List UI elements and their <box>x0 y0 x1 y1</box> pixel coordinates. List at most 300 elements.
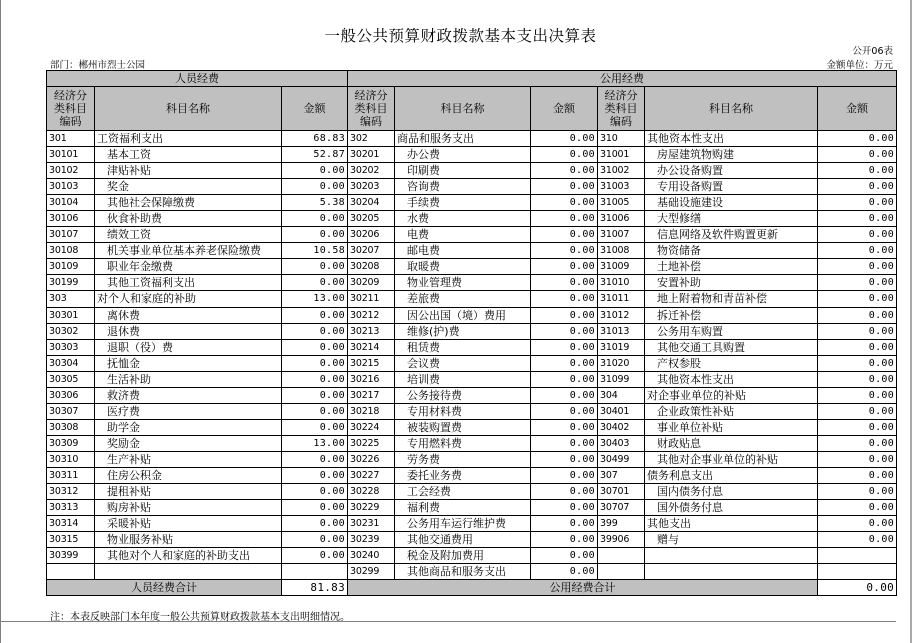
row-amount-cell: 0.00 <box>818 131 897 147</box>
row-code-cell: 31006 <box>598 211 645 227</box>
row-amount-cell: 0.00 <box>282 516 348 532</box>
row-name-cell: 工资福利支出 <box>95 131 282 147</box>
row-name-cell: 福利费 <box>395 500 531 516</box>
row-name-cell: 劳务费 <box>395 451 531 467</box>
table-row <box>47 227 897 243</box>
row-code-cell: 30225 <box>348 435 395 451</box>
row-code-cell: 30205 <box>348 211 395 227</box>
table-row <box>47 291 897 307</box>
row-code-cell: 30207 <box>348 243 395 259</box>
row-name-cell: 办公设备购置 <box>645 163 818 179</box>
row-amount-cell: 0.00 <box>818 227 897 243</box>
row-code-cell: 30213 <box>348 323 395 339</box>
row-code-cell: 30309 <box>47 435 95 451</box>
row-name-cell: 专用设备购置 <box>645 179 818 195</box>
row-name-cell <box>645 548 818 564</box>
row-amount-cell: 0.00 <box>531 179 598 195</box>
row-code-cell: 30199 <box>47 275 95 291</box>
row-code-cell: 30299 <box>348 564 395 580</box>
row-amount-cell: 0.00 <box>818 419 897 435</box>
row-name-cell: 基本工资 <box>95 147 282 163</box>
row-name-cell: 职业年金缴费 <box>95 259 282 275</box>
row-amount-cell: 0.00 <box>818 307 897 323</box>
row-name-cell: 专用材料费 <box>395 403 531 419</box>
table-row <box>47 548 897 564</box>
row-code-cell: 30313 <box>47 500 95 516</box>
row-name-cell: 对企事业单位的补贴 <box>645 387 818 403</box>
table-row <box>47 403 897 419</box>
row-name-cell: 债务利息支出 <box>645 467 818 483</box>
row-amount-cell: 0.00 <box>531 275 598 291</box>
row-code-cell: 30104 <box>47 195 95 211</box>
row-amount-cell: 0.00 <box>818 259 897 275</box>
row-amount-cell: 0.00 <box>818 371 897 387</box>
row-code-cell: 30227 <box>348 467 395 483</box>
row-amount-cell: 0.00 <box>531 307 598 323</box>
row-code-cell: 30304 <box>47 355 95 371</box>
table-row <box>47 435 897 451</box>
row-amount-cell: 0.00 <box>818 451 897 467</box>
table-row <box>47 564 897 580</box>
row-amount-cell: 0.00 <box>818 532 897 548</box>
row-code-cell: 31003 <box>598 179 645 195</box>
table-row <box>47 387 897 403</box>
row-code-cell: 30307 <box>47 403 95 419</box>
row-name-cell: 公务接待费 <box>395 387 531 403</box>
row-amount-cell: 13.00 <box>282 435 348 451</box>
row-name-cell: 奖金 <box>95 179 282 195</box>
footnote: 注：本表反映部门本年度一般公共预算财政拨款基本支出明细情况。 <box>50 612 350 623</box>
row-name-cell: 会议费 <box>395 355 531 371</box>
row-code-cell: 303 <box>47 291 95 307</box>
row-amount-cell: 0.00 <box>818 195 897 211</box>
row-amount-cell: 0.00 <box>531 323 598 339</box>
expenditure-table <box>46 70 897 596</box>
row-amount-cell: 0.00 <box>818 275 897 291</box>
row-code-cell: 30218 <box>348 403 395 419</box>
row-amount-cell: 0.00 <box>818 179 897 195</box>
row-amount-cell: 0.00 <box>282 387 348 403</box>
table-row <box>47 484 897 500</box>
left-border-line <box>0 0 1 643</box>
row-name-cell: 伙食补助费 <box>95 211 282 227</box>
row-code-cell: 30226 <box>348 451 395 467</box>
col-amount-header: 金额 <box>282 87 348 131</box>
row-name-cell: 基础设施建设 <box>645 195 818 211</box>
col-name-header: 科目名称 <box>645 87 818 131</box>
row-name-cell <box>645 564 818 580</box>
row-code-cell: 30303 <box>47 339 95 355</box>
unit-label: 金额单位：万元 <box>826 60 893 71</box>
row-amount-cell: 0.00 <box>282 323 348 339</box>
row-code-cell: 30211 <box>348 291 395 307</box>
row-amount-cell: 0.00 <box>531 131 598 147</box>
row-name-cell: 对个人和家庭的补助 <box>95 291 282 307</box>
row-code-cell: 30402 <box>598 419 645 435</box>
row-code-cell: 31013 <box>598 323 645 339</box>
row-amount-cell: 0.00 <box>531 467 598 483</box>
row-name-cell: 邮电费 <box>395 243 531 259</box>
row-name-cell: 采暖补贴 <box>95 516 282 532</box>
row-amount-cell: 5.38 <box>282 195 348 211</box>
row-code-cell: 31009 <box>598 259 645 275</box>
row-amount-cell <box>282 564 348 580</box>
row-name-cell: 咨询费 <box>395 179 531 195</box>
row-code-cell: 30217 <box>348 387 395 403</box>
table-row <box>47 211 897 227</box>
col-code-header: 经济分类科目编码 <box>47 87 95 131</box>
row-code-cell: 30308 <box>47 419 95 435</box>
row-name-cell: 安置补助 <box>645 275 818 291</box>
row-code-cell <box>598 548 645 564</box>
row-amount-cell: 0.00 <box>282 419 348 435</box>
row-name-cell: 因公出国（境）费用 <box>395 307 531 323</box>
row-name-cell: 拆迁补偿 <box>645 307 818 323</box>
row-code-cell: 30108 <box>47 243 95 259</box>
form-code: 公开06表 <box>852 46 893 57</box>
public-header: 公用经费 <box>348 71 897 87</box>
row-amount-cell: 0.00 <box>531 484 598 500</box>
row-code-cell: 30305 <box>47 371 95 387</box>
table-row <box>47 163 897 179</box>
row-amount-cell: 0.00 <box>531 516 598 532</box>
row-code-cell: 399 <box>598 516 645 532</box>
row-code-cell: 30203 <box>348 179 395 195</box>
row-name-cell: 被装购置费 <box>395 419 531 435</box>
row-amount-cell: 0.00 <box>818 484 897 500</box>
row-amount-cell: 0.00 <box>818 339 897 355</box>
row-code-cell <box>47 564 95 580</box>
row-code-cell: 30109 <box>47 259 95 275</box>
row-amount-cell: 0.00 <box>282 371 348 387</box>
row-name-cell: 离休费 <box>95 307 282 323</box>
row-amount-cell: 0.00 <box>531 243 598 259</box>
row-amount-cell: 0.00 <box>282 484 348 500</box>
row-name-cell: 土地补偿 <box>645 259 818 275</box>
col-code-header: 经济分类科目编码 <box>598 87 645 131</box>
row-name-cell: 助学金 <box>95 419 282 435</box>
row-name-cell: 其他社会保障缴费 <box>95 195 282 211</box>
row-code-cell <box>598 564 645 580</box>
personnel-header: 人员经费 <box>47 71 348 87</box>
row-name-cell: 办公费 <box>395 147 531 163</box>
row-amount-cell: 0.00 <box>282 259 348 275</box>
row-code-cell: 30201 <box>348 147 395 163</box>
col-code-header: 经济分类科目编码 <box>348 87 395 131</box>
col-name-header: 科目名称 <box>395 87 531 131</box>
col-amount-header: 金额 <box>818 87 897 131</box>
row-name-cell <box>95 564 282 580</box>
row-code-cell: 30206 <box>348 227 395 243</box>
table-row <box>47 147 897 163</box>
row-name-cell: 水费 <box>395 211 531 227</box>
row-amount-cell: 0.00 <box>531 291 598 307</box>
row-name-cell: 公务用车运行维护费 <box>395 516 531 532</box>
table-row <box>47 371 897 387</box>
row-amount-cell: 0.00 <box>531 227 598 243</box>
row-name-cell: 其他交通费用 <box>395 532 531 548</box>
row-amount-cell: 0.00 <box>531 339 598 355</box>
col-name-header: 科目名称 <box>95 87 282 131</box>
row-name-cell: 事业单位补贴 <box>645 419 818 435</box>
page-title: 一般公共预算财政拨款基本支出决算表 <box>324 27 597 45</box>
row-amount-cell <box>818 564 897 580</box>
row-name-cell: 国外债务付息 <box>645 500 818 516</box>
row-amount-cell: 0.00 <box>282 532 348 548</box>
row-name-cell: 机关事业单位基本养老保险缴费 <box>95 243 282 259</box>
row-code-cell: 30499 <box>598 451 645 467</box>
row-amount-cell: 0.00 <box>282 339 348 355</box>
row-name-cell: 物资储备 <box>645 243 818 259</box>
table-row <box>47 275 897 291</box>
row-name-cell: 房屋建筑物购建 <box>645 147 818 163</box>
row-amount-cell: 0.00 <box>282 275 348 291</box>
row-amount-cell: 0.00 <box>282 467 348 483</box>
row-code-cell: 30228 <box>348 484 395 500</box>
row-amount-cell: 0.00 <box>282 307 348 323</box>
row-code-cell: 30312 <box>47 484 95 500</box>
row-amount-cell: 0.00 <box>282 179 348 195</box>
row-amount-cell: 0.00 <box>531 532 598 548</box>
row-code-cell: 30202 <box>348 163 395 179</box>
row-amount-cell <box>818 548 897 564</box>
row-code-cell: 30102 <box>47 163 95 179</box>
row-code-cell: 30302 <box>47 323 95 339</box>
row-code-cell: 30231 <box>348 516 395 532</box>
row-code-cell: 30208 <box>348 259 395 275</box>
row-name-cell: 绩效工资 <box>95 227 282 243</box>
row-amount-cell: 0.00 <box>818 243 897 259</box>
row-amount-cell: 0.00 <box>282 500 348 516</box>
row-code-cell: 31001 <box>598 147 645 163</box>
row-amount-cell: 0.00 <box>282 403 348 419</box>
row-name-cell: 奖励金 <box>95 435 282 451</box>
right-border-line <box>910 0 912 643</box>
row-name-cell: 公务用车购置 <box>645 323 818 339</box>
row-name-cell: 维修(护)费 <box>395 323 531 339</box>
row-amount-cell: 0.00 <box>818 387 897 403</box>
row-name-cell: 手续费 <box>395 195 531 211</box>
row-code-cell: 30106 <box>47 211 95 227</box>
row-name-cell: 退休费 <box>95 323 282 339</box>
row-amount-cell: 0.00 <box>531 211 598 227</box>
row-code-cell: 31007 <box>598 227 645 243</box>
table-row <box>47 243 897 259</box>
row-amount-cell: 0.00 <box>531 163 598 179</box>
row-name-cell: 其他对个人和家庭的补助支出 <box>95 548 282 564</box>
row-amount-cell: 52.87 <box>282 147 348 163</box>
row-code-cell: 30399 <box>47 548 95 564</box>
row-amount-cell: 0.00 <box>531 195 598 211</box>
row-amount-cell: 0.00 <box>531 147 598 163</box>
row-code-cell: 30701 <box>598 484 645 500</box>
row-code-cell: 31019 <box>598 339 645 355</box>
row-code-cell: 310 <box>598 131 645 147</box>
row-name-cell: 其他资本性支出 <box>645 131 818 147</box>
table-row <box>47 323 897 339</box>
row-name-cell: 其他交通工具购置 <box>645 339 818 355</box>
row-code-cell: 39906 <box>598 532 645 548</box>
row-amount-cell: 0.00 <box>531 403 598 419</box>
row-code-cell: 31010 <box>598 275 645 291</box>
row-code-cell: 302 <box>348 131 395 147</box>
row-amount-cell: 0.00 <box>531 500 598 516</box>
row-name-cell: 国内债务付息 <box>645 484 818 500</box>
row-name-cell: 物业服务补贴 <box>95 532 282 548</box>
row-amount-cell: 0.00 <box>531 451 598 467</box>
row-code-cell: 31008 <box>598 243 645 259</box>
row-name-cell: 地上附着物和青苗补偿 <box>645 291 818 307</box>
row-code-cell: 30403 <box>598 435 645 451</box>
row-code-cell: 30107 <box>47 227 95 243</box>
row-amount-cell: 0.00 <box>818 500 897 516</box>
row-amount-cell: 0.00 <box>818 355 897 371</box>
row-amount-cell: 0.00 <box>531 355 598 371</box>
row-code-cell: 30215 <box>348 355 395 371</box>
table-row <box>47 355 897 371</box>
row-code-cell: 31099 <box>598 371 645 387</box>
row-amount-cell: 0.00 <box>282 227 348 243</box>
row-name-cell: 委托业务费 <box>395 467 531 483</box>
public-total-value: 0.00 <box>818 580 897 596</box>
row-name-cell: 其他资本性支出 <box>645 371 818 387</box>
row-code-cell: 31012 <box>598 307 645 323</box>
row-amount-cell: 0.00 <box>531 548 598 564</box>
row-name-cell: 差旅费 <box>395 291 531 307</box>
row-code-cell: 30401 <box>598 403 645 419</box>
table-row <box>47 179 897 195</box>
table-row <box>47 195 897 211</box>
row-name-cell: 物业管理费 <box>395 275 531 291</box>
table-row <box>47 307 897 323</box>
row-name-cell: 税金及附加费用 <box>395 548 531 564</box>
row-amount-cell: 0.00 <box>282 163 348 179</box>
row-amount-cell: 68.83 <box>282 131 348 147</box>
row-code-cell: 30240 <box>348 548 395 564</box>
row-amount-cell: 0.00 <box>818 323 897 339</box>
row-code-cell: 30306 <box>47 387 95 403</box>
row-code-cell: 30239 <box>348 532 395 548</box>
row-code-cell: 307 <box>598 467 645 483</box>
row-amount-cell: 0.00 <box>818 435 897 451</box>
row-code-cell: 30314 <box>47 516 95 532</box>
row-name-cell: 电费 <box>395 227 531 243</box>
row-code-cell: 30103 <box>47 179 95 195</box>
row-amount-cell: 0.00 <box>531 419 598 435</box>
row-amount-cell: 0.00 <box>818 403 897 419</box>
row-amount-cell: 0.00 <box>282 548 348 564</box>
row-name-cell: 商品和服务支出 <box>395 131 531 147</box>
row-amount-cell: 0.00 <box>282 211 348 227</box>
row-code-cell: 31011 <box>598 291 645 307</box>
row-name-cell: 专用燃料费 <box>395 435 531 451</box>
table-row <box>47 419 897 435</box>
row-amount-cell: 10.58 <box>282 243 348 259</box>
row-code-cell: 30301 <box>47 307 95 323</box>
row-name-cell: 大型修缮 <box>645 211 818 227</box>
row-amount-cell: 0.00 <box>531 435 598 451</box>
row-amount-cell: 0.00 <box>818 211 897 227</box>
row-name-cell: 产权参股 <box>645 355 818 371</box>
row-code-cell: 30212 <box>348 307 395 323</box>
row-code-cell: 31002 <box>598 163 645 179</box>
row-name-cell: 财政贴息 <box>645 435 818 451</box>
row-code-cell: 30229 <box>348 500 395 516</box>
row-name-cell: 其他工资福利支出 <box>95 275 282 291</box>
row-code-cell: 301 <box>47 131 95 147</box>
row-name-cell: 工会经费 <box>395 484 531 500</box>
row-code-cell: 30214 <box>348 339 395 355</box>
row-code-cell: 30224 <box>348 419 395 435</box>
row-name-cell: 信息网络及软件购置更新 <box>645 227 818 243</box>
row-name-cell: 住房公积金 <box>95 467 282 483</box>
row-name-cell: 退职（役）费 <box>95 339 282 355</box>
row-name-cell: 赠与 <box>645 532 818 548</box>
row-code-cell: 30707 <box>598 500 645 516</box>
row-amount-cell: 0.00 <box>282 355 348 371</box>
row-code-cell: 30310 <box>47 451 95 467</box>
row-code-cell: 30209 <box>348 275 395 291</box>
row-amount-cell: 0.00 <box>531 371 598 387</box>
table-row <box>47 131 897 147</box>
row-amount-cell: 0.00 <box>531 387 598 403</box>
row-amount-cell: 0.00 <box>818 291 897 307</box>
table-row <box>47 516 897 532</box>
row-name-cell: 医疗费 <box>95 403 282 419</box>
row-name-cell: 企业政策性补贴 <box>645 403 818 419</box>
row-name-cell: 其他对企事业单位的补贴 <box>645 451 818 467</box>
row-amount-cell: 13.00 <box>282 291 348 307</box>
row-name-cell: 其他支出 <box>645 516 818 532</box>
row-name-cell: 提租补贴 <box>95 484 282 500</box>
row-name-cell: 印刷费 <box>395 163 531 179</box>
row-code-cell: 30315 <box>47 532 95 548</box>
table-row <box>47 467 897 483</box>
row-code-cell: 31020 <box>598 355 645 371</box>
row-name-cell: 救济费 <box>95 387 282 403</box>
row-name-cell: 生活补助 <box>95 371 282 387</box>
department-label: 部门：郴州市烈士公园 <box>50 60 146 71</box>
table-row <box>47 500 897 516</box>
row-name-cell: 培训费 <box>395 371 531 387</box>
row-amount-cell: 0.00 <box>818 467 897 483</box>
public-total-label: 公用经费合计 <box>348 580 818 596</box>
personnel-total-label: 人员经费合计 <box>47 580 282 596</box>
table-row <box>47 339 897 355</box>
row-amount-cell: 0.00 <box>818 516 897 532</box>
row-name-cell: 购房补贴 <box>95 500 282 516</box>
row-name-cell: 租赁费 <box>395 339 531 355</box>
col-amount-header: 金额 <box>531 87 598 131</box>
table-row <box>47 259 897 275</box>
row-code-cell: 30216 <box>348 371 395 387</box>
row-amount-cell: 0.00 <box>818 163 897 179</box>
row-amount-cell: 0.00 <box>531 564 598 580</box>
row-amount-cell: 0.00 <box>818 147 897 163</box>
row-name-cell: 抚恤金 <box>95 355 282 371</box>
row-name-cell: 津贴补贴 <box>95 163 282 179</box>
row-code-cell: 30311 <box>47 467 95 483</box>
row-name-cell: 取暖费 <box>395 259 531 275</box>
row-code-cell: 31005 <box>598 195 645 211</box>
row-code-cell: 30101 <box>47 147 95 163</box>
table-row <box>47 451 897 467</box>
row-name-cell: 生产补贴 <box>95 451 282 467</box>
row-code-cell: 304 <box>598 387 645 403</box>
row-code-cell: 30204 <box>348 195 395 211</box>
row-amount-cell: 0.00 <box>531 259 598 275</box>
personnel-total-value: 81.83 <box>282 580 348 596</box>
